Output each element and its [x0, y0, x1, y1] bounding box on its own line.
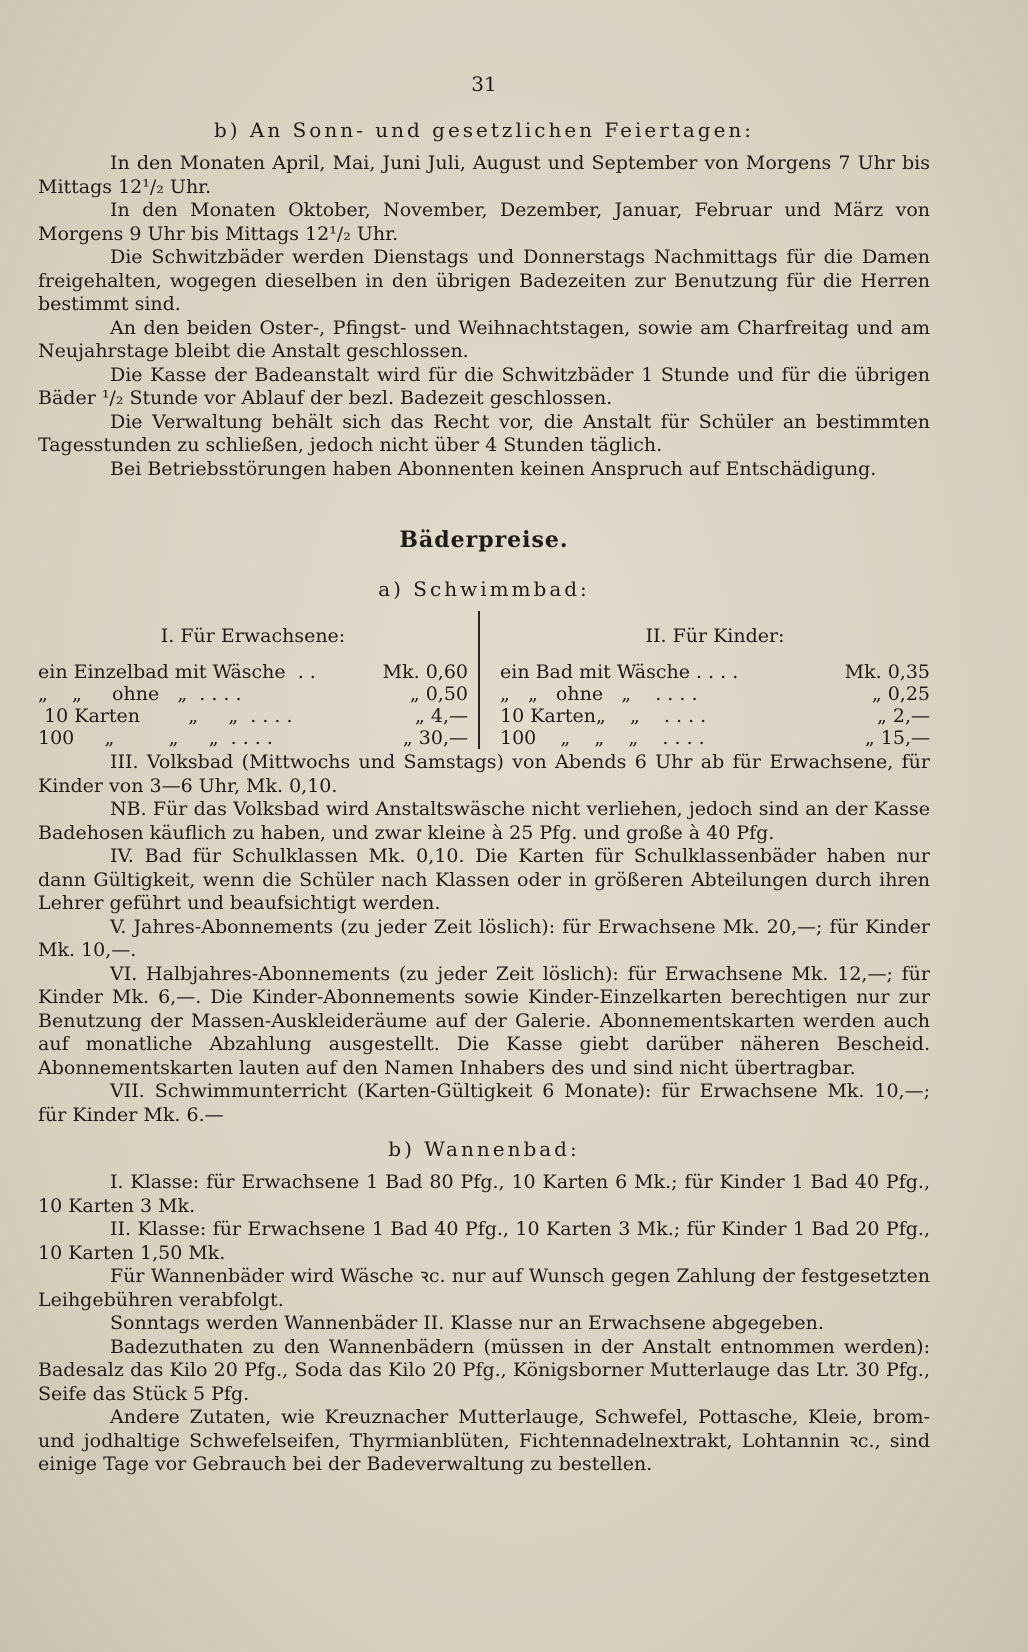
price-value: „ 0,50 — [409, 683, 468, 705]
price-value: „ 2,— — [876, 705, 930, 727]
child-price-row — [500, 661, 930, 683]
paragraph: Die Verwaltung behält sich das Recht vor, die Anstalt für Schüler an bestimmten Tagesstunden zu schließen, jedoch nicht über 4 Stunden täglich. — [38, 410, 930, 456]
adult-price-row — [38, 683, 468, 705]
paragraph: II. Klasse: für Erwachsene 1 Bad 40 Pfg., 10 Karten 3 Mk.; für Kinder 1 Bad 20 Pfg., 10 Karten 1,50 Mk. — [38, 1218, 930, 1264]
paragraph: III. Volksbad (Mittwochs und Samstags) von Abends 6 Uhr ab für Erwachsene, für Kinder von 3—6 Uhr, Mk. 0,10. — [38, 751, 930, 797]
adults-heading: I. Für Erwachsene: — [160, 625, 346, 647]
swimming-bath-heading: a) Schwimmbad: — [378, 577, 590, 601]
child-price-row — [500, 727, 930, 749]
paragraph: Für Wannenbäder wird Wäsche ꝛc. nur auf Wunsch gegen Zahlung der festgesetzten Leihgebühren verabfolgt. — [38, 1265, 930, 1311]
price-value: „ 30,— — [402, 727, 468, 749]
paragraph: Sonntags werden Wannenbäder II. Klasse nur an Erwachsene abgegeben. — [110, 1312, 824, 1334]
paragraph: Andere Zutaten, wie Kreuznacher Mutterlauge, Schwefel, Pottasche, Kleie, brom- und jodhaltige Schwefelseifen, Thyrmianblüten, Fichtennadelnextrakt, Lohtannin ꝛc., sind einige Tage vor Gebrauch bei der Badeverwaltung zu bestellen. — [38, 1406, 930, 1475]
price-label: 10 Karten „ „ . . . . — [38, 705, 293, 727]
price-label: „ „ ohne „ . . . . — [38, 683, 242, 705]
adult-price-row — [38, 661, 468, 683]
price-label: ein Bad mit Wäsche . . . . — [500, 661, 739, 683]
paragraph: NB. Für das Volksbad wird Anstaltswäsche nicht verliehen, jedoch sind an der Kasse Badehosen käuflich zu haben, und zwar kleine à 25 Pfg. und große à 40 Pfg. — [38, 798, 930, 844]
price-label: ein Einzelbad mit Wäsche . . — [38, 661, 316, 683]
price-label: 100 „ „ „ . . . . — [500, 727, 705, 749]
adult-price-row — [38, 727, 468, 749]
child-price-row — [500, 705, 930, 727]
paragraph: An den beiden Oster-, Pfingst- und Weihnachtstagen, sowie am Charfreitag und am Neujahrstage bleibt die Anstalt geschlossen. — [38, 316, 930, 362]
price-value: „ 4,— — [414, 705, 468, 727]
paragraph: In den Monaten April, Mai, Juni Juli, August und September von Morgens 7 Uhr bis Mittags 12¹/₂ Uhr. — [38, 152, 930, 198]
price-label: 10 Karten„ „ . . . . — [500, 705, 707, 727]
paragraph: VI. Halbjahres-Abonnements (zu jeder Zeit löslich): für Erwachsene Mk. 12,—; für Kinder Mk. 6,—. Die Kinder-Abonnements sowie Kinder-Einzelkarten berechtigen nur zur Benutzung der Massen-Auskleideräume auf der Galerie. Abonnementskarten werden auch auf monatliche Abzahlung ausgestellt. Die Kasse giebt darüber näheren Bescheid. Abonnementskarten lauten auf den Namen Inhabers des und sind nicht übertragbar. — [38, 962, 930, 1079]
paragraph: Badezuthaten zu den Wannenbädern (müssen in der Anstalt entnommen werden): Badesalz das Kilo 20 Pfg., Soda das Kilo 20 Pfg., Königsborner Mutterlauge das Ltr. 30 Pfg., Seife das Stück 5 Pfg. — [38, 1335, 930, 1405]
price-value: „ 15,— — [864, 727, 930, 749]
price-label: 100 „ „ „ . . . . — [38, 727, 273, 749]
price-label: „ „ ohne „ . . . . — [500, 683, 698, 705]
paragraph: VII. Schwimmunterricht (Karten-Gültigkeit 6 Monate): für Erwachsene Mk. 10,—; für Kinder Mk. 6.— — [38, 1080, 930, 1126]
price-table — [38, 611, 930, 749]
swimming-bath-notes — [38, 751, 930, 1127]
opening-hours-text — [38, 152, 930, 481]
child-price-row — [500, 683, 930, 705]
price-value: Mk. 0,60 — [382, 661, 468, 683]
paragraph: Bei Betriebsstörungen haben Abonnenten keinen Anspruch auf Entschädigung. — [110, 457, 877, 480]
children-heading: II. Für Kinder: — [645, 625, 785, 647]
adult-price-row — [38, 705, 468, 727]
children-price-column — [478, 611, 930, 749]
price-list-title: Bäderpreise. — [399, 527, 569, 553]
tub-bath-notes — [38, 1171, 930, 1477]
holiday-hours-heading: b) An Sonn- und gesetzlichen Feiertagen: — [213, 118, 755, 142]
page-number: 31 — [471, 72, 497, 96]
paragraph: Die Schwitzbäder werden Dienstags und Donnerstags Nachmittags für die Damen freigehalten, wogegen dieselben in den übrigen Badezeiten zur Benutzung für die Herren bestimmt sind. — [38, 246, 930, 315]
paragraph: Die Kasse der Badeanstalt wird für die Schwitzbäder 1 Stunde und für die übrigen Bäder ¹/₂ Stunde vor Ablauf der bezl. Badezeit geschlossen. — [38, 363, 930, 409]
adults-price-column — [38, 611, 478, 749]
paragraph: In den Monaten Oktober, November, Dezember, Januar, Februar und März von Morgens 9 Uhr bis Mittags 12¹/₂ Uhr. — [38, 199, 930, 245]
paragraph: IV. Bad für Schulklassen Mk. 0,10. Die Karten für Schulklassenbäder haben nur dann Gültigkeit, wenn die Schüler nach Klassen oder in größeren Abteilungen durch ihren Lehrer geführt und beaufsichtigt werden. — [38, 845, 930, 914]
price-value: Mk. 0,35 — [844, 661, 930, 683]
paragraph: V. Jahres-Abonnements (zu jeder Zeit löslich): für Erwachsene Mk. 20,—; für Kinder Mk. 10,—. — [38, 915, 930, 961]
paragraph: I. Klasse: für Erwachsene 1 Bad 80 Pfg., 10 Karten 6 Mk.; für Kinder 1 Bad 40 Pfg., 10 Karten 3 Mk. — [38, 1171, 930, 1217]
price-value: „ 0,25 — [871, 683, 930, 705]
tub-bath-heading: b) Wannenbad: — [388, 1137, 580, 1161]
